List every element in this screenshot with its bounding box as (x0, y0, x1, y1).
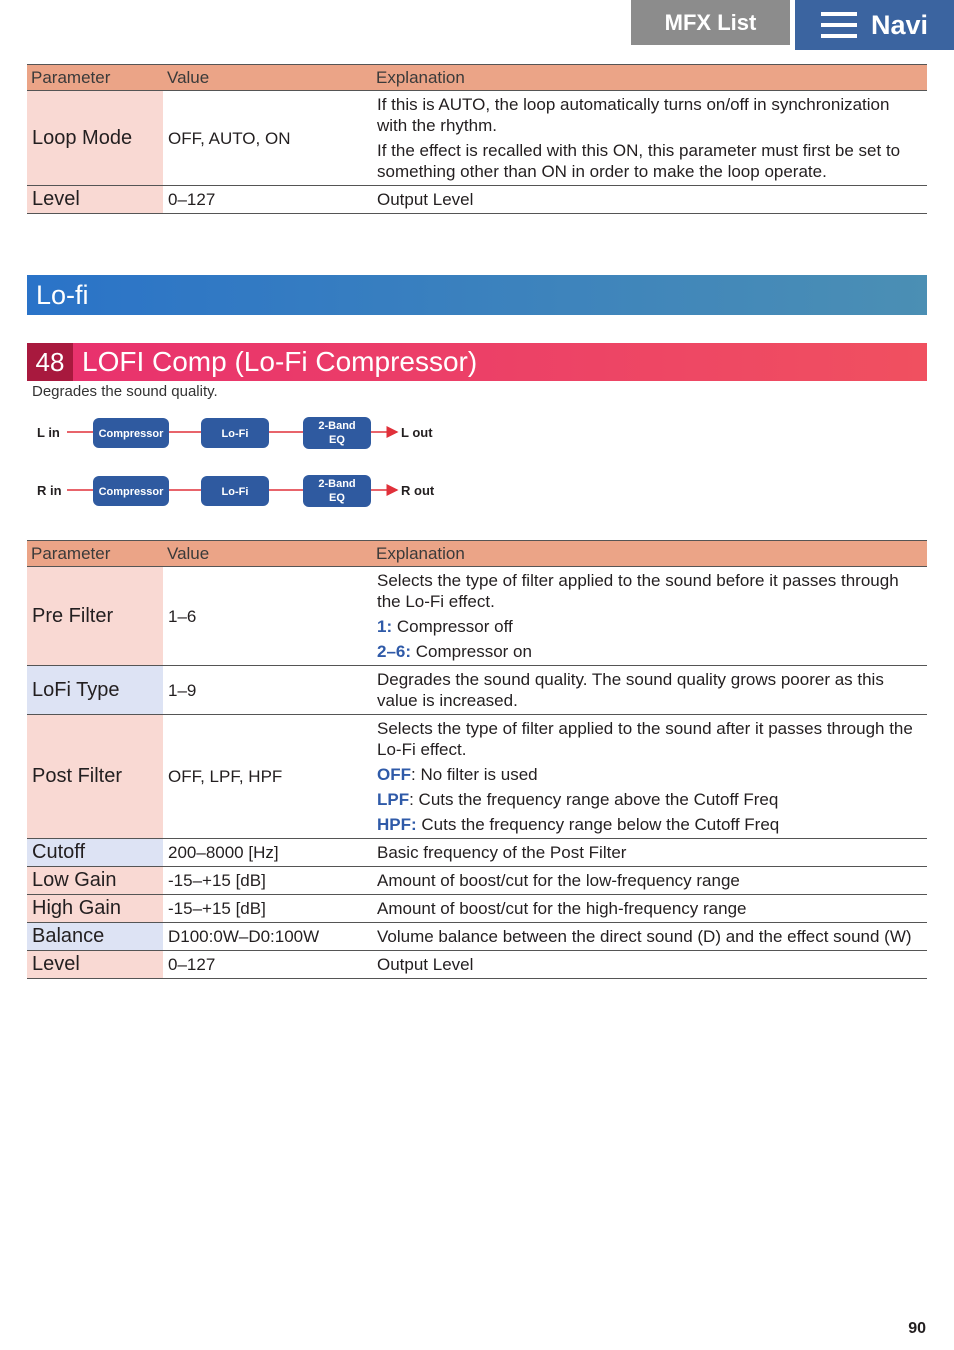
param-value: OFF, AUTO, ON (163, 91, 372, 186)
l-in-label: L in (37, 425, 60, 440)
effect-header (27, 343, 927, 381)
page-number: 90 (908, 1320, 926, 1337)
eq-label-line1: 2-Band (318, 478, 356, 490)
expl-text: If the effect is recalled with this ON, this parameter must first be set to something other than ON in order to make the loop operate. (377, 141, 901, 181)
effect-description: Degrades the sound quality. (32, 383, 218, 400)
param-explanation: Amount of boost/cut for the low-frequency range (372, 867, 927, 895)
expl-text: Selects the type of filter applied to the sound before it passes through the Lo-Fi effect. (377, 571, 899, 611)
lofi-label: Lo-Fi (221, 486, 249, 498)
option-key: HPF: (377, 815, 417, 834)
table-row (27, 666, 927, 715)
param-value: 200–8000 [Hz] (163, 839, 372, 867)
param-explanation: Degrades the sound quality. The sound quality grows poorer as this value is increased. (372, 666, 927, 715)
option-line (377, 789, 923, 810)
param-name: Level (27, 951, 163, 979)
option-text: : Cuts the frequency range above the Cutoff Freq (409, 790, 779, 809)
lofi-label: Lo-Fi (221, 428, 249, 440)
param-explanation: Amount of boost/cut for the high-frequency range (372, 895, 927, 923)
col-parameter: Parameter (27, 65, 163, 91)
param-name: Loop Mode (27, 91, 163, 186)
eq-label-line2: EQ (329, 492, 345, 504)
param-value: -15–+15 [dB] (163, 867, 372, 895)
option-text: Cuts the frequency range below the Cutoff Freq (416, 815, 780, 834)
table-row (27, 867, 927, 895)
table-row (27, 715, 927, 839)
compressor-label: Compressor (98, 428, 164, 440)
l-out-label: L out (401, 425, 433, 440)
col-parameter: Parameter (27, 541, 163, 567)
param-name: Post Filter (27, 715, 163, 839)
option-key: OFF (377, 765, 411, 784)
r-out-label: R out (401, 483, 435, 498)
param-name: Level (27, 186, 163, 214)
option-line (377, 641, 923, 662)
table-row (27, 951, 927, 979)
signal-flow-diagram (27, 405, 447, 515)
table-row (27, 567, 927, 666)
navi-button[interactable] (795, 0, 954, 50)
table-row (27, 895, 927, 923)
option-key: 2–6: (377, 642, 412, 661)
section-title: Lo-fi (27, 275, 927, 315)
mfx-list-button[interactable] (631, 0, 790, 45)
expl-text: If this is AUTO, the loop automatically turns on/off in synchronization with the rhythm. (377, 95, 890, 135)
option-key: LPF (377, 790, 410, 809)
param-explanation: Volume balance between the direct sound (D) and the effect sound (W) (372, 923, 927, 951)
param-explanation: Output Level (372, 186, 927, 214)
effect-number: 48 (27, 343, 73, 381)
col-value: Value (163, 541, 372, 567)
option-text: : No filter is used (411, 765, 538, 784)
option-line (377, 814, 923, 835)
mfx-list-label: MFX List (664, 9, 757, 35)
param-value: OFF, LPF, HPF (163, 715, 372, 839)
expl-text: Selects the type of filter applied to the sound after it passes through the Lo-Fi effect. (377, 719, 913, 759)
option-line (377, 764, 923, 785)
option-text: Compressor on (411, 642, 532, 661)
lofi-params-table (27, 540, 927, 979)
param-value: -15–+15 [dB] (163, 895, 372, 923)
param-value: 0–127 (163, 951, 372, 979)
param-name: Pre Filter (27, 567, 163, 666)
param-explanation (372, 91, 927, 186)
col-explanation: Explanation (372, 65, 927, 91)
table-row (27, 839, 927, 867)
option-text: Compressor off (392, 617, 513, 636)
col-explanation: Explanation (372, 541, 927, 567)
col-value: Value (163, 65, 372, 91)
option-line (377, 616, 923, 637)
param-explanation (372, 715, 927, 839)
param-name: High Gain (27, 895, 163, 923)
param-value: D100:0W–D0:100W (163, 923, 372, 951)
param-name: Low Gain (27, 867, 163, 895)
param-value: 0–127 (163, 186, 372, 214)
param-name: Cutoff (27, 839, 163, 867)
eq-label-line1: 2-Band (318, 420, 356, 432)
loop-params-table (27, 64, 927, 214)
param-explanation (372, 567, 927, 666)
r-in-label: R in (37, 483, 62, 498)
param-value: 1–9 (163, 666, 372, 715)
table-row (27, 923, 927, 951)
eq-label-line2: EQ (329, 434, 345, 446)
effect-title: LOFI Comp (Lo-Fi Compressor) (82, 346, 478, 377)
param-value: 1–6 (163, 567, 372, 666)
menu-icon (821, 12, 857, 38)
table-row (27, 186, 927, 214)
param-name: LoFi Type (27, 666, 163, 715)
compressor-label: Compressor (98, 486, 164, 498)
navi-label: Navi (870, 9, 929, 40)
param-explanation: Output Level (372, 951, 927, 979)
option-key: 1: (377, 617, 393, 636)
table-row (27, 91, 927, 186)
param-explanation: Basic frequency of the Post Filter (372, 839, 927, 867)
param-name: Balance (27, 923, 163, 951)
